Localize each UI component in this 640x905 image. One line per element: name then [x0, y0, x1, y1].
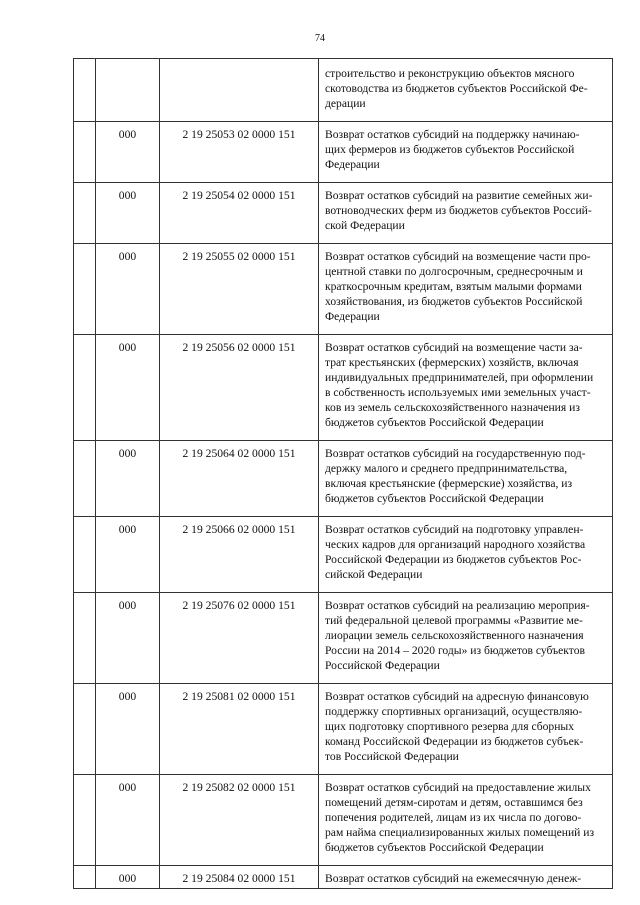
- table-row: [74, 517, 613, 593]
- empty-cell: [74, 517, 96, 593]
- description-cell: строительство и реконструкцию объектов мясного скотоводства из бюджетов субъектов Российской Фе- дерации: [319, 59, 613, 122]
- description-cell: Возврат остатков субсидий на ежемесячную денеж-: [319, 866, 613, 889]
- budget-code-cell: 2 19 25066 02 0000 151: [160, 517, 319, 593]
- description-cell: Возврат остатков субсидий на адресную финансовую поддержку спортивных организаций, осуществляю- щих подготовку спортивного резерва для сборных команд Российской Федерации из бюджетов субъек- тов Российской Федерации: [319, 684, 613, 775]
- table-row: [74, 684, 613, 775]
- budget-code-cell: 2 19 25056 02 0000 151: [160, 335, 319, 441]
- budget-code-cell: 2 19 25055 02 0000 151: [160, 244, 319, 335]
- description-cell: Возврат остатков субсидий на предоставление жилых помещений детям-сиротам и детям, оставшимся без попечения родителей, лицам из их числа по догово- рам найма специализированных жилых помещений из бюджетов субъектов Российской Федерации: [319, 775, 613, 866]
- table-row: [74, 441, 613, 517]
- empty-cell: [74, 122, 96, 183]
- table-row: [74, 59, 613, 122]
- description-cell: Возврат остатков субсидий на возмещение части за- трат крестьянских (фермерских) хозяйств, включая индивидуальных предпринимателей, при оформлении в собственность используемых ими земельных участ- ков из земель сельскохозяйственного назначения из бюджетов субъектов Российской Федерации: [319, 335, 613, 441]
- admin-code-cell: 000: [96, 183, 160, 244]
- budget-code-cell: 2 19 25082 02 0000 151: [160, 775, 319, 866]
- admin-code-cell: 000: [96, 593, 160, 684]
- description-cell: Возврат остатков субсидий на поддержку начинаю- щих фермеров из бюджетов субъектов Российской Федерации: [319, 122, 613, 183]
- empty-cell: [74, 684, 96, 775]
- admin-code-cell: 000: [96, 866, 160, 889]
- empty-cell: [74, 593, 96, 684]
- description-cell: Возврат остатков субсидий на развитие семейных жи- вотноводческих ферм из бюджетов субъектов Россий- ской Федерации: [319, 183, 613, 244]
- table-row: [74, 122, 613, 183]
- admin-code-cell: [96, 59, 160, 122]
- table-row: [74, 775, 613, 866]
- table-row: [74, 183, 613, 244]
- budget-codes-table: [73, 58, 613, 889]
- admin-code-cell: 000: [96, 335, 160, 441]
- page-number: 74: [315, 33, 325, 44]
- table-row: [74, 244, 613, 335]
- empty-cell: [74, 183, 96, 244]
- admin-code-cell: 000: [96, 684, 160, 775]
- empty-cell: [74, 775, 96, 866]
- empty-cell: [74, 866, 96, 889]
- description-cell: Возврат остатков субсидий на государственную под- держку малого и среднего предпринимательства, включая крестьянские (фермерские) хозяйства, из бюджетов субъектов Российской Федерации: [319, 441, 613, 517]
- table-row: [74, 335, 613, 441]
- empty-cell: [74, 59, 96, 122]
- empty-cell: [74, 335, 96, 441]
- empty-cell: [74, 244, 96, 335]
- table-row: [74, 593, 613, 684]
- budget-code-cell: 2 19 25054 02 0000 151: [160, 183, 319, 244]
- admin-code-cell: 000: [96, 517, 160, 593]
- description-cell: Возврат остатков субсидий на реализацию мероприя- тий федеральной целевой программы «Развитие ме- лиорации земель сельскохозяйственного назначения России на 2014 – 2020 годы» из бюджетов субъектов Российской Федерации: [319, 593, 613, 684]
- budget-code-cell: [160, 59, 319, 122]
- budget-code-cell: 2 19 25076 02 0000 151: [160, 593, 319, 684]
- admin-code-cell: 000: [96, 122, 160, 183]
- budget-code-cell: 2 19 25084 02 0000 151: [160, 866, 319, 889]
- admin-code-cell: 000: [96, 441, 160, 517]
- admin-code-cell: 000: [96, 244, 160, 335]
- table-row: [74, 866, 613, 889]
- admin-code-cell: 000: [96, 775, 160, 866]
- budget-code-cell: 2 19 25053 02 0000 151: [160, 122, 319, 183]
- description-cell: Возврат остатков субсидий на подготовку управлен- ческих кадров для организаций народного хозяйства Российской Федерации из бюджетов субъектов Рос- сийской Федерации: [319, 517, 613, 593]
- empty-cell: [74, 441, 96, 517]
- budget-code-cell: 2 19 25081 02 0000 151: [160, 684, 319, 775]
- budget-code-cell: 2 19 25064 02 0000 151: [160, 441, 319, 517]
- description-cell: Возврат остатков субсидий на возмещение части про- центной ставки по долгосрочным, среднесрочным и краткосрочным кредитам, взятым малыми формами хозяйствования, из бюджетов субъектов Российской Федерации: [319, 244, 613, 335]
